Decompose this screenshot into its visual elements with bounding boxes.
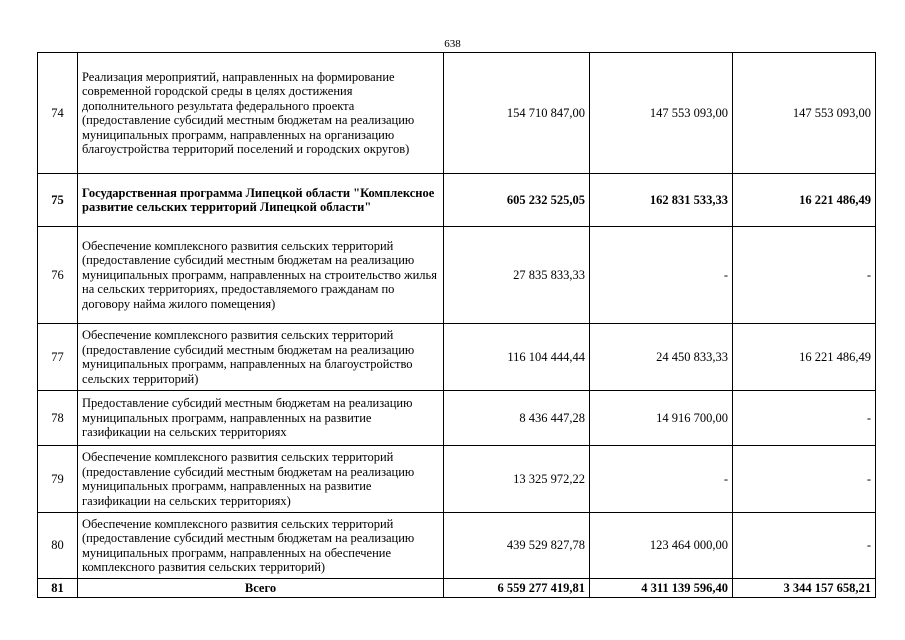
amount-col-3: -	[733, 227, 876, 324]
amount-col-3: -	[733, 513, 876, 579]
total-row	[38, 579, 876, 598]
amount-col-3: 147 553 093,00	[733, 53, 876, 174]
row-number: 80	[38, 513, 78, 579]
amount-col-2: 24 450 833,33	[590, 324, 733, 391]
row-description: Предоставление субсидий местным бюджетам на реализацию муниципальных программ, направленных на развитие газификации на сельских территориях	[78, 391, 444, 446]
amount-col-2: -	[590, 446, 733, 513]
amount-col-1: 116 104 444,44	[444, 324, 590, 391]
table-row	[38, 513, 876, 579]
amount-col-2: 162 831 533,33	[590, 174, 733, 227]
table-row	[38, 391, 876, 446]
amount-col-2: 123 464 000,00	[590, 513, 733, 579]
amount-col-1: 154 710 847,00	[444, 53, 590, 174]
amount-col-1: 6 559 277 419,81	[444, 579, 590, 598]
amount-col-3: 3 344 157 658,21	[733, 579, 876, 598]
row-number: 75	[38, 174, 78, 227]
total-label: Всего	[78, 579, 444, 598]
row-number: 76	[38, 227, 78, 324]
row-number: 74	[38, 53, 78, 174]
amount-col-2: 147 553 093,00	[590, 53, 733, 174]
table-row	[38, 174, 876, 227]
amount-col-3: -	[733, 446, 876, 513]
row-number: 79	[38, 446, 78, 513]
row-description: Обеспечение комплексного развития сельских территорий (предоставление субсидий местным бюджетам на реализацию муниципальных программ, направленных на развитие газификации на сельских территориях)	[78, 446, 444, 513]
table-row	[38, 227, 876, 324]
row-description: Реализация мероприятий, направленных на формирование современной городской среды в целях достижения дополнительного результата федерального проекта (предоставление субсидий местным бюджетам на реализацию муниципальных программ, направленных на организацию благоустройства территорий поселений и городских округов)	[78, 53, 444, 174]
amount-col-1: 439 529 827,78	[444, 513, 590, 579]
amount-col-3: -	[733, 391, 876, 446]
row-description: Обеспечение комплексного развития сельских территорий (предоставление субсидий местным бюджетам на реализацию муниципальных программ, направленных на обеспечение комплексного развития сельских территорий)	[78, 513, 444, 579]
amount-col-1: 27 835 833,33	[444, 227, 590, 324]
amount-col-1: 605 232 525,05	[444, 174, 590, 227]
amount-col-3: 16 221 486,49	[733, 174, 876, 227]
table-row	[38, 53, 876, 174]
page-number: 638	[444, 38, 461, 50]
amount-col-1: 13 325 972,22	[444, 446, 590, 513]
amount-col-3: 16 221 486,49	[733, 324, 876, 391]
row-description: Государственная программа Липецкой области "Комплексное развитие сельских территорий Липецкой области"	[78, 174, 444, 227]
table-row	[38, 324, 876, 391]
table-row	[38, 446, 876, 513]
row-number: 78	[38, 391, 78, 446]
row-description: Обеспечение комплексного развития сельских территорий (предоставление субсидий местным бюджетам на реализацию муниципальных программ, направленных на строительство жилья на сельских территориях, предоставляемого гражданам по договору найма жилого помещения)	[78, 227, 444, 324]
budget-table	[37, 52, 876, 598]
row-number: 77	[38, 324, 78, 391]
row-description: Обеспечение комплексного развития сельских территорий (предоставление субсидий местным бюджетам на реализацию муниципальных программ, направленных на благоустройство сельских территорий)	[78, 324, 444, 391]
amount-col-2: 14 916 700,00	[590, 391, 733, 446]
amount-col-2: -	[590, 227, 733, 324]
amount-col-1: 8 436 447,28	[444, 391, 590, 446]
amount-col-2: 4 311 139 596,40	[590, 579, 733, 598]
row-number: 81	[38, 579, 78, 598]
